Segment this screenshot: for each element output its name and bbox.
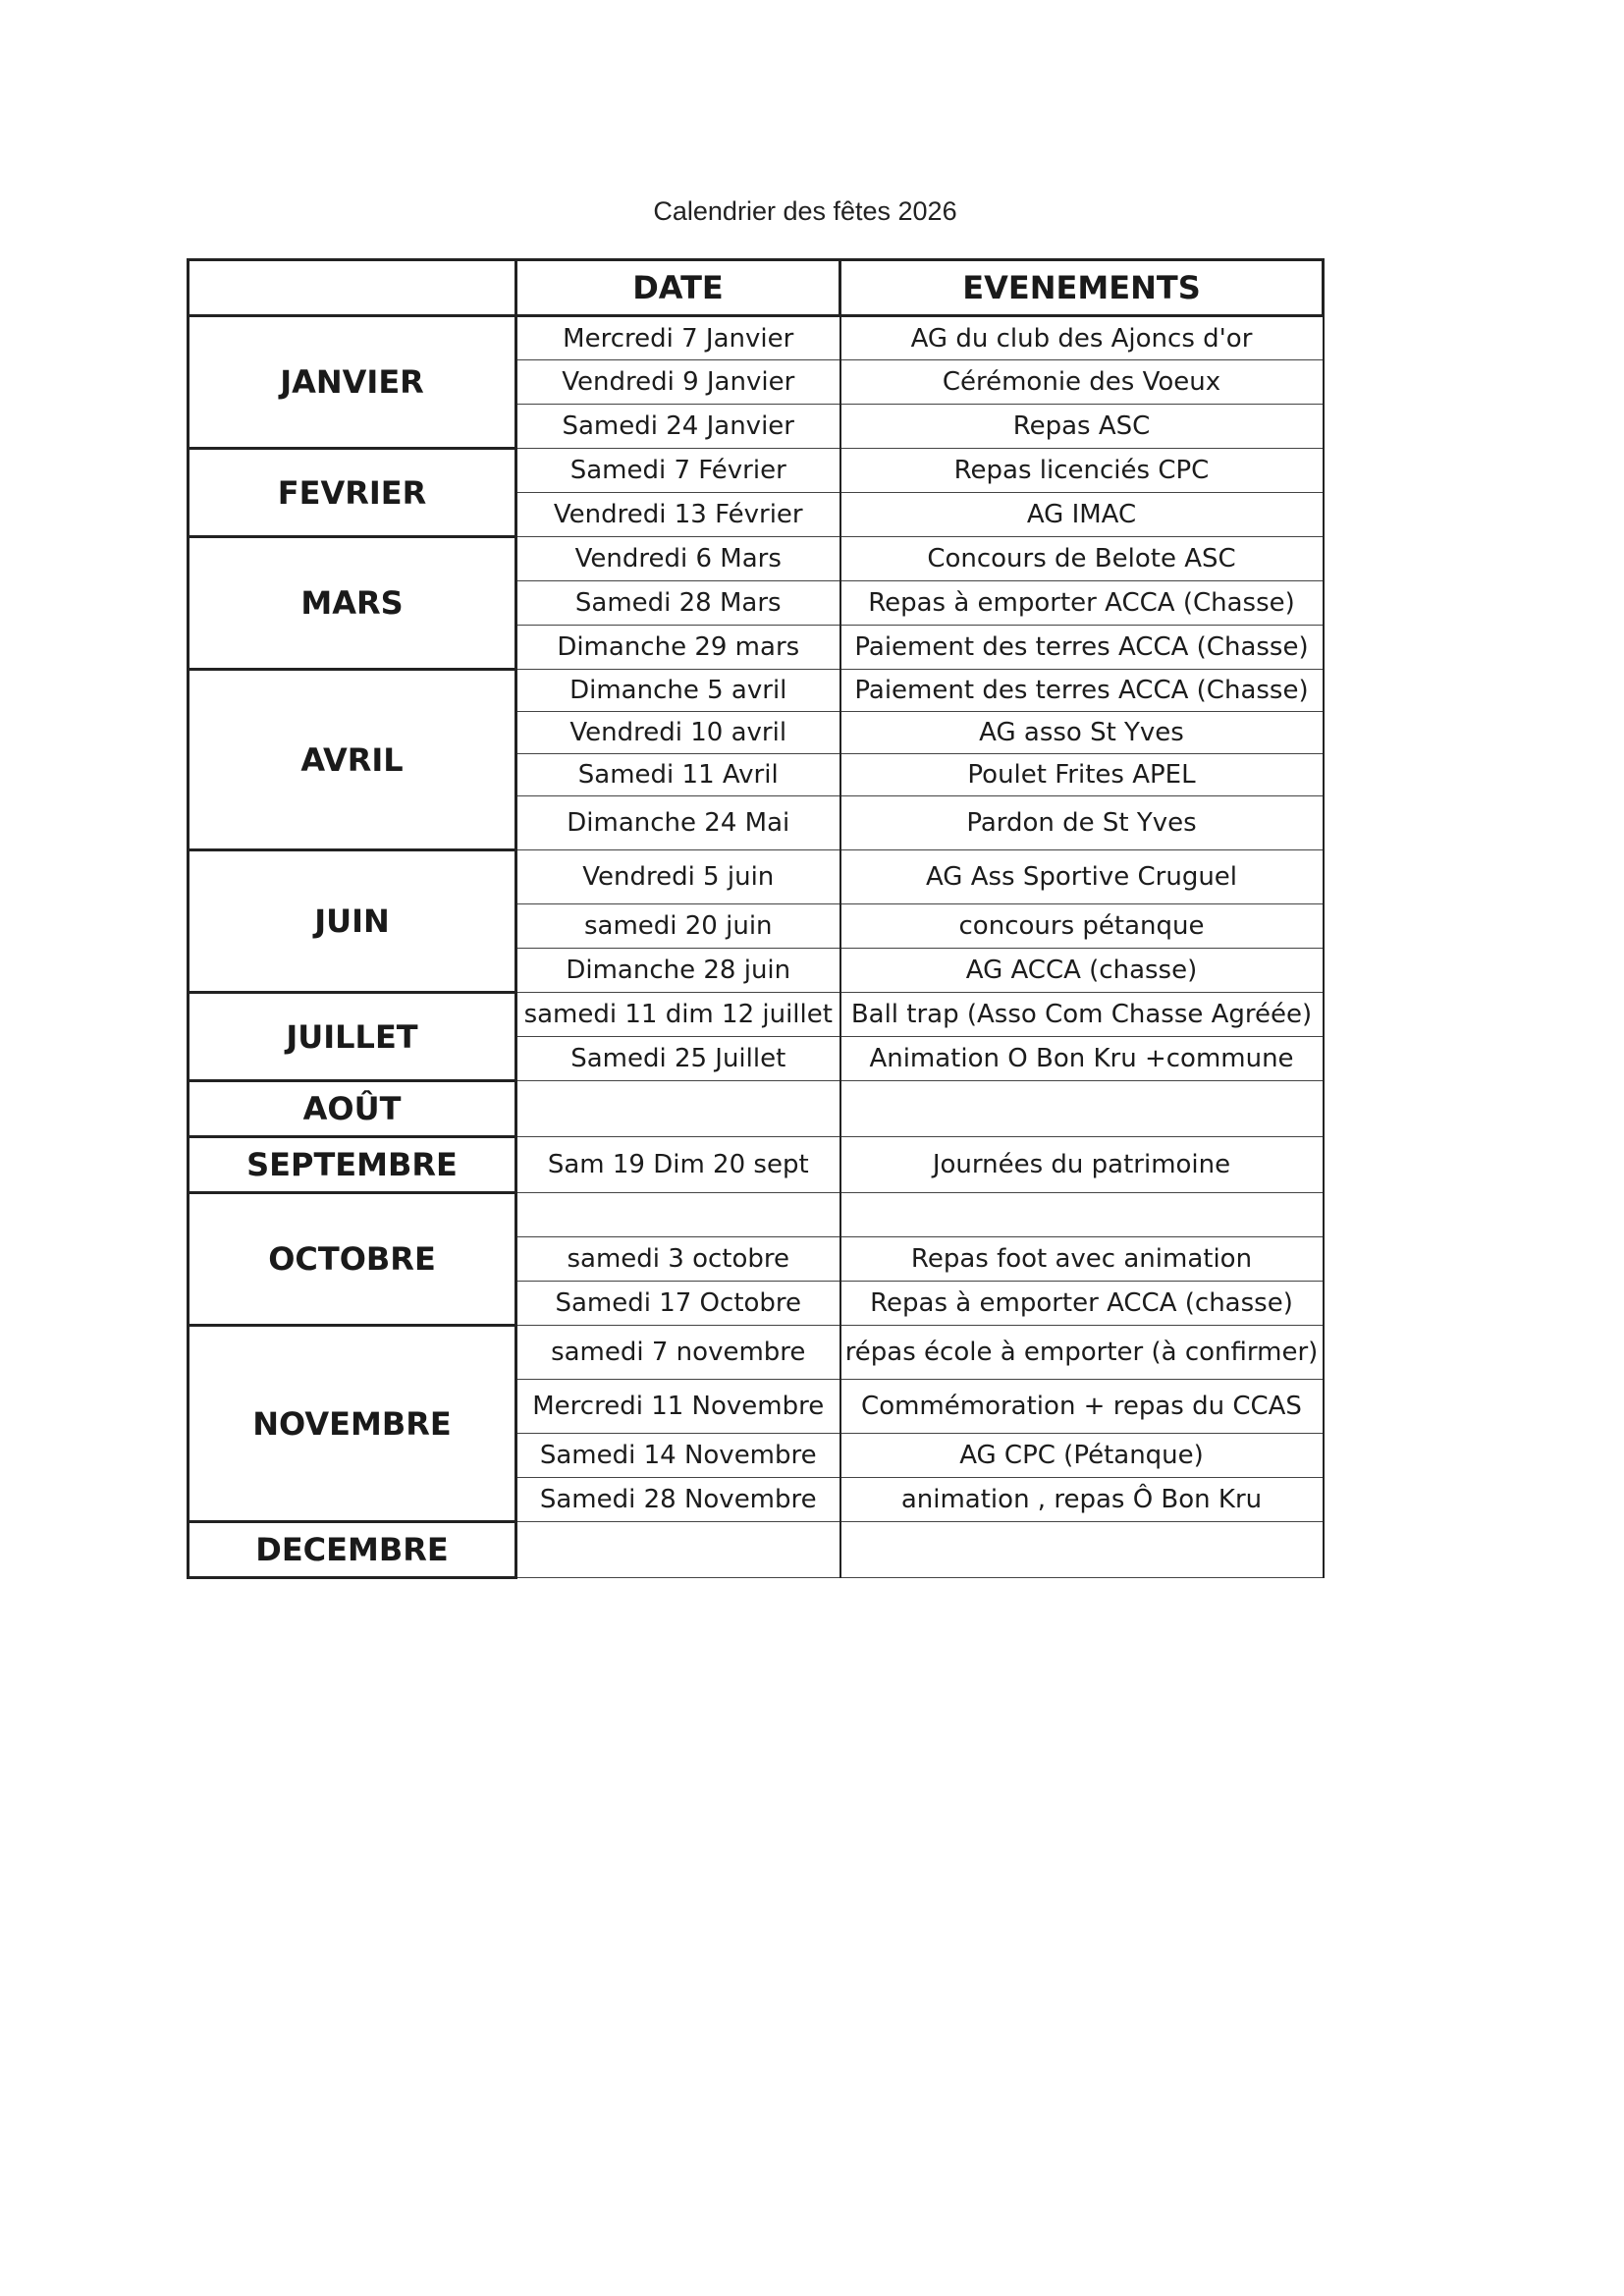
event-date: samedi 3 octobre <box>516 1237 840 1282</box>
event-date: Samedi 25 Juillet <box>516 1037 840 1081</box>
event-name <box>840 1522 1324 1578</box>
header-corner-cell <box>189 260 516 316</box>
event-date <box>516 1522 840 1578</box>
event-name: Paiement des terres ACCA (Chasse) <box>840 626 1324 670</box>
document-title: Calendrier des fêtes 2026 <box>653 196 957 226</box>
month-juillet: JUILLET <box>189 993 516 1081</box>
header-events: EVENEMENTS <box>840 260 1324 316</box>
table-row <box>189 1137 1324 1193</box>
event-name: AG du club des Ajoncs d'or <box>840 316 1324 360</box>
event-name: AG ACCA (chasse) <box>840 949 1324 993</box>
event-name: animation , repas Ô Bon Kru <box>840 1478 1324 1522</box>
event-date: Samedi 24 Janvier <box>516 405 840 449</box>
table-row <box>189 1193 1324 1237</box>
table-row <box>189 1081 1324 1137</box>
event-name: Ball trap (Asso Com Chasse Agréée) <box>840 993 1324 1037</box>
month-mars: MARS <box>189 537 516 670</box>
table-row <box>189 1522 1324 1578</box>
table-row <box>189 537 1324 581</box>
header-date: DATE <box>516 260 840 316</box>
event-name: Commémoration + repas du CCAS <box>840 1380 1324 1434</box>
event-date: Samedi 28 Novembre <box>516 1478 840 1522</box>
event-name: AG asso St Yves <box>840 712 1324 754</box>
table-row <box>189 449 1324 493</box>
event-date: Dimanche 28 juin <box>516 949 840 993</box>
event-date: samedi 20 juin <box>516 904 840 949</box>
event-name: Concours de Belote ASC <box>840 537 1324 581</box>
event-name: Repas foot avec animation <box>840 1237 1324 1282</box>
event-name: Repas à emporter ACCA (chasse) <box>840 1282 1324 1326</box>
event-name <box>840 1193 1324 1237</box>
event-name: Repas ASC <box>840 405 1324 449</box>
event-date: Vendredi 9 Janvier <box>516 360 840 405</box>
event-date: Samedi 11 Avril <box>516 754 840 796</box>
event-name: Poulet Frites APEL <box>840 754 1324 796</box>
month-janvier: JANVIER <box>189 316 516 449</box>
table-row <box>189 1326 1324 1380</box>
event-name: Cérémonie des Voeux <box>840 360 1324 405</box>
event-date: Mercredi 11 Novembre <box>516 1380 840 1434</box>
table-row <box>189 670 1324 712</box>
event-name: Repas licenciés CPC <box>840 449 1324 493</box>
event-name: Animation O Bon Kru +commune <box>840 1037 1324 1081</box>
event-date: Dimanche 24 Mai <box>516 796 840 850</box>
event-date: Samedi 28 Mars <box>516 581 840 626</box>
month-decembre: DECEMBRE <box>189 1522 516 1578</box>
event-date <box>516 1081 840 1137</box>
event-date: Vendredi 13 Février <box>516 493 840 537</box>
month-novembre: NOVEMBRE <box>189 1326 516 1522</box>
event-name: répas école à emporter (à confirmer) <box>840 1326 1324 1380</box>
event-date: samedi 11 dim 12 juillet <box>516 993 840 1037</box>
table-row <box>189 316 1324 360</box>
event-name: Paiement des terres ACCA (Chasse) <box>840 670 1324 712</box>
event-date: samedi 7 novembre <box>516 1326 840 1380</box>
event-name: Journées du patrimoine <box>840 1137 1324 1193</box>
event-date: Dimanche 29 mars <box>516 626 840 670</box>
event-name: AG IMAC <box>840 493 1324 537</box>
event-date: Vendredi 6 Mars <box>516 537 840 581</box>
event-date: Mercredi 7 Janvier <box>516 316 840 360</box>
month-juin: JUIN <box>189 850 516 993</box>
month-avril: AVRIL <box>189 670 516 850</box>
event-date: Vendredi 5 juin <box>516 850 840 904</box>
events-calendar-table <box>187 258 1325 1579</box>
event-name: concours pétanque <box>840 904 1324 949</box>
event-date: Sam 19 Dim 20 sept <box>516 1137 840 1193</box>
event-name: AG CPC (Pétanque) <box>840 1434 1324 1478</box>
table-row <box>189 993 1324 1037</box>
event-date <box>516 1193 840 1237</box>
event-date: Samedi 7 Février <box>516 449 840 493</box>
event-date: Dimanche 5 avril <box>516 670 840 712</box>
event-date: Vendredi 10 avril <box>516 712 840 754</box>
table-row <box>189 850 1324 904</box>
month-aout: AOÛT <box>189 1081 516 1137</box>
month-fevrier: FEVRIER <box>189 449 516 537</box>
event-date: Samedi 14 Novembre <box>516 1434 840 1478</box>
month-octobre: OCTOBRE <box>189 1193 516 1326</box>
event-date: Samedi 17 Octobre <box>516 1282 840 1326</box>
event-name: AG Ass Sportive Cruguel <box>840 850 1324 904</box>
event-name: Pardon de St Yves <box>840 796 1324 850</box>
month-septembre: SEPTEMBRE <box>189 1137 516 1193</box>
event-name: Repas à emporter ACCA (Chasse) <box>840 581 1324 626</box>
header-row <box>189 260 1324 316</box>
event-name <box>840 1081 1324 1137</box>
